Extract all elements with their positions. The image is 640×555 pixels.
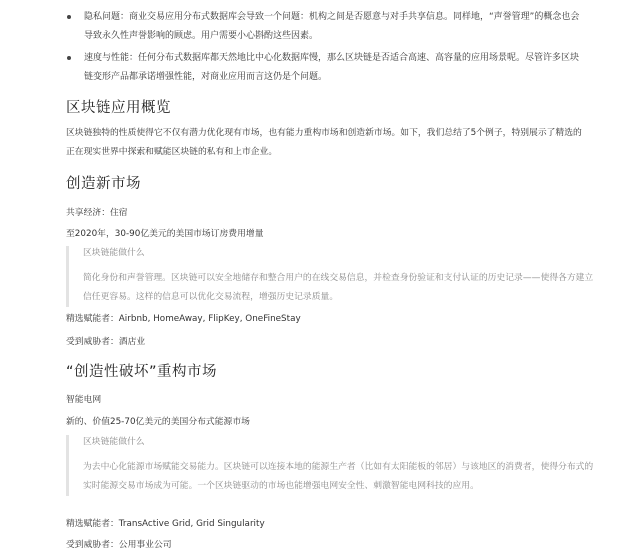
disruption-stat: 新的、价值25-70亿美元的美国分布式能源市场 — [66, 417, 250, 427]
overview-paragraph: 区块链独特的性质使得它不仅有潜力优化现有市场，也有能力重构市场和创造新市场。如下，我们总结了5个例子，特别展示了精选的正在现实世界中探索和赋能区块链的私有和上市企业。 — [66, 128, 582, 157]
new-market-sub-label: 共享经济：住宿 — [66, 208, 128, 218]
new-market-enablers: 精选赋能者：Airbnb, HomeAway, FlipKey, OneFineStay — [66, 314, 301, 324]
bullet-text: 速度与性能：任何分布式数据库都天然地比中心化数据库慢，那么区块链是否适合高速、高容量的应用场景呢。尽管许多区块链变形产品都承诺增强性能，对商业应用而言这仍是个问题。 — [84, 53, 580, 82]
disruption-enablers: 精选赋能者：TransActive Grid, Grid Singularity — [66, 519, 265, 529]
disruption-threatened: 受到威胁者：公用事业公司 — [66, 540, 172, 550]
bullet-list — [62, 8, 582, 90]
disruption-heading: “创造性破坏”重构市场 — [66, 364, 218, 380]
new-market-quote — [66, 246, 597, 307]
overview-heading: 区块链应用概览 — [66, 100, 171, 116]
bullet-text: 隐私问题：商业交易应用分布式数据库会导致一个问题：机构之间是否愿意与对手共享信息。同样地，“声誉管理”的概念也会导致永久性声誉影响的顾虑。用户需要小心斟酌这些因素。 — [84, 12, 580, 41]
new-market-heading: 创造新市场 — [66, 176, 141, 192]
list-item — [62, 8, 582, 46]
list-item — [62, 49, 582, 87]
quote-body: 为去中心化能源市场赋能交易能力。区块链可以连接本地的能源生产者（比如有太阳能板的邻居）与该地区的消费者，使得分布式的实时能源交易市场成为可能。一个区块链驱动的市场也能增强电网安全性、刺激智能电网科技的应用。 — [83, 462, 594, 491]
quote-title: 区块链能做什么 — [83, 248, 145, 258]
disruption-quote — [66, 435, 597, 496]
quote-body: 简化身份和声誉管理。区块链可以安全地储存和整合用户的在线交易信息，并检查身份验证和支付认证的历史记录——使得各方建立信任更容易。这样的信息可以优化交易流程，增强历史记录质量。 — [83, 273, 594, 302]
new-market-stat: 至2020年，30-90亿美元的美国市场订房费用增量 — [66, 229, 264, 239]
new-market-threatened: 受到威胁者：酒店业 — [66, 337, 146, 347]
quote-title: 区块链能做什么 — [83, 437, 145, 447]
disruption-sub-label: 智能电网 — [66, 395, 102, 405]
bullet-dot-icon — [67, 56, 71, 60]
bullet-dot-icon — [67, 15, 71, 19]
